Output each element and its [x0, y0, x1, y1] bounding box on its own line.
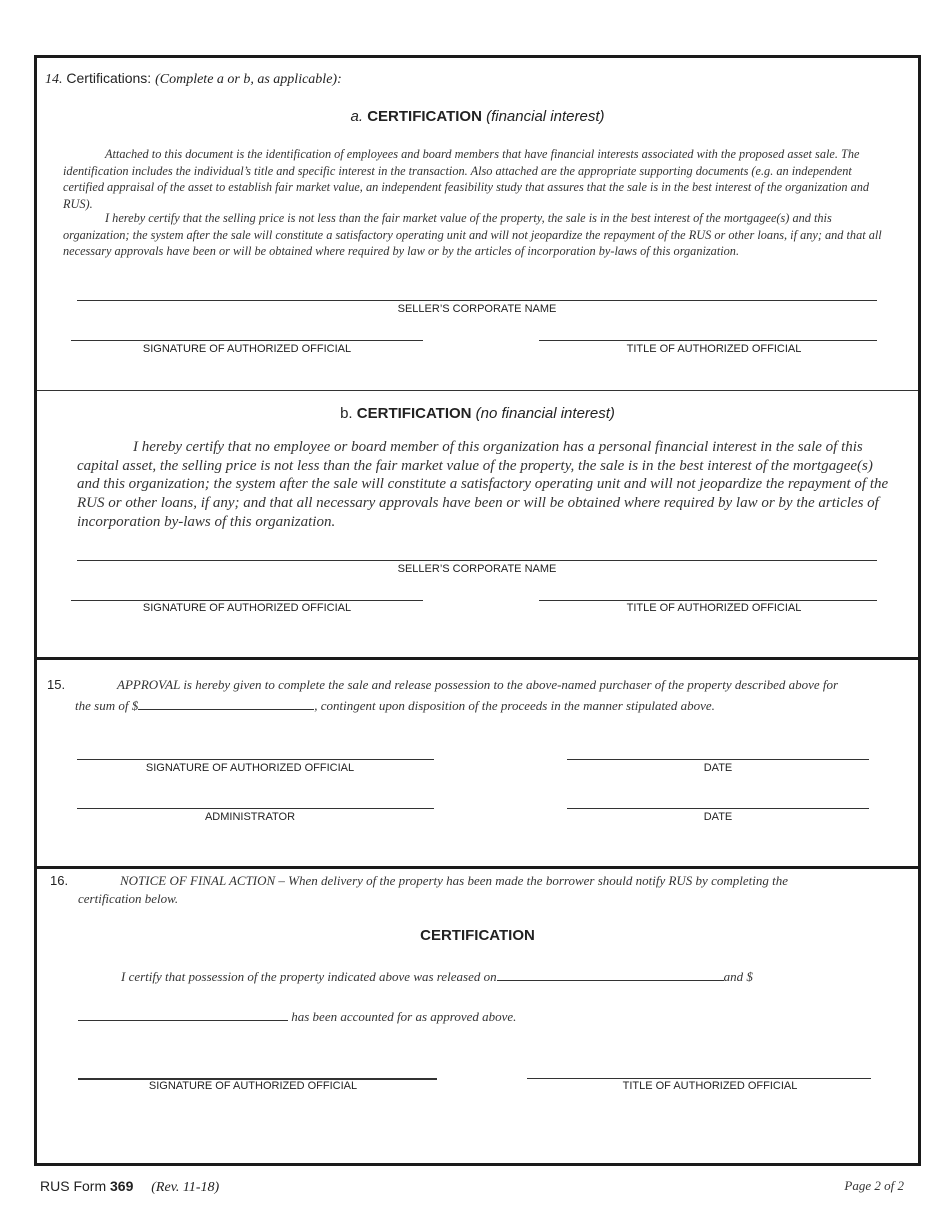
- footer-form-id: [40, 1178, 219, 1196]
- sec15-text-end: , contingent upon disposition of the proceeds in the manner stipulated above.: [314, 698, 715, 713]
- sec14-number: 14.: [45, 72, 63, 87]
- sec16-line-2-text: has been accounted for as approved above.: [291, 1009, 517, 1024]
- sec15-text-start: APPROVAL is hereby given to complete the sale and release possession to the above-named purchaser of the property described above for: [117, 677, 839, 692]
- sec16-release-date-field[interactable]: [497, 969, 724, 981]
- sec16-notice-line-2: certification below.: [78, 891, 179, 906]
- cert-a-seller-line[interactable]: [77, 300, 877, 301]
- cert-b-seller-line[interactable]: [77, 560, 877, 561]
- sec14-label: Certifications:: [66, 70, 152, 86]
- cert-b-title-label: TITLE OF AUTHORIZED OFFICIAL: [626, 602, 802, 614]
- sec16-line-2: [78, 1009, 516, 1025]
- sec15-sum-field[interactable]: [138, 698, 314, 710]
- sec15-signature-line[interactable]: [77, 759, 434, 760]
- sec16-notice-line-1: NOTICE OF FINAL ACTION – When delivery of the property has been made the borrower should notify RUS by completing the: [120, 873, 788, 888]
- sec15-administrator-line[interactable]: [77, 808, 434, 809]
- sec15-date-label-2: DATE: [703, 811, 733, 823]
- divider-a-b: [37, 390, 918, 391]
- cert-a-title-label: TITLE OF AUTHORIZED OFFICIAL: [626, 343, 802, 355]
- divider-14-15: [37, 657, 918, 660]
- sec16-certification-title: CERTIFICATION: [420, 927, 535, 944]
- sec16-title-label: TITLE OF AUTHORIZED OFFICIAL: [622, 1080, 798, 1092]
- sec15-date-line-1[interactable]: [567, 759, 869, 760]
- footer-page-number: Page 2 of 2: [844, 1178, 904, 1193]
- cert-a-title-line[interactable]: [539, 340, 877, 341]
- cert-a-seller-label: SELLER’S CORPORATE NAME: [397, 303, 557, 315]
- sec15-date-line-2[interactable]: [567, 808, 869, 809]
- cert-a-paragraph-1: Attached to this document is the identification of employees and board members that have financial interests associated with the proposed asset sale. The identification includes the individual’s title and specific interest in the transaction. Also attached are the appropriate supporting documents (e.g. an independent certified appraisal of the asset to establish fair market value, an independent feasibility study that assures that the sale is in the best interest of the organization and RUS).: [63, 147, 870, 211]
- cert-a-signature-label: SIGNATURE OF AUTHORIZED OFFICIAL: [142, 343, 352, 355]
- sec15-number: 15.: [47, 677, 66, 692]
- sec14-instruction: (Complete a or b, as applicable):: [155, 72, 342, 87]
- divider-15-16: [37, 866, 918, 869]
- cert-b-signature-label: SIGNATURE OF AUTHORIZED OFFICIAL: [142, 602, 352, 614]
- cert-b-subtitle: (no financial interest): [475, 405, 615, 422]
- sec16-line-1-start: I certify that possession of the property indicated above was released on: [121, 969, 497, 984]
- sec16-line-1: [121, 969, 753, 985]
- sec16-number: 16.: [50, 873, 69, 888]
- footer-revision: (Rev. 11-18): [151, 1180, 220, 1195]
- sec16-line-1-end: and $: [723, 969, 753, 984]
- sec15-sum-label: the sum of $: [75, 698, 139, 713]
- sec16-signature-label: SIGNATURE OF AUTHORIZED OFFICIAL: [148, 1080, 358, 1092]
- cert-b-seller-label: SELLER’S CORPORATE NAME: [397, 563, 557, 575]
- sec16-title-line[interactable]: [527, 1078, 871, 1079]
- cert-a-subtitle: (financial interest): [486, 108, 605, 125]
- cert-a-signature-line[interactable]: [71, 340, 423, 341]
- sec15-date-label-1: DATE: [703, 762, 733, 774]
- cert-b-heading: [37, 405, 918, 422]
- form-frame: [34, 55, 921, 1166]
- sec14-heading: [45, 70, 342, 88]
- cert-b-title-line[interactable]: [539, 600, 877, 601]
- sec15-administrator-label: ADMINISTRATOR: [204, 811, 296, 823]
- footer-form-number: 369: [110, 1178, 134, 1194]
- sec15-signature-label: SIGNATURE OF AUTHORIZED OFFICIAL: [145, 762, 355, 774]
- cert-b-paragraph: I hereby certify that no employee or board member of this organization has a personal financial interest in the sale of this capital asset, the selling price is not less than the fair market value of the property, the sale is in the best interest of the mortgagee(s) and this organization; the system after the sale will constitute a satisfactory operating unit and will not jeopardize the repayment of the RUS or other loans, if any; and that all necessary approvals have been or will be obtained where required by law or by the articles of incorporation by-laws of this organization.: [77, 439, 889, 530]
- footer-form-prefix: RUS Form: [40, 1178, 107, 1194]
- cert-a-prefix: a.: [350, 108, 364, 125]
- sec16-amount-field[interactable]: [78, 1009, 288, 1021]
- cert-b-prefix: b.: [340, 405, 353, 422]
- cert-a-title: CERTIFICATION: [367, 108, 482, 125]
- cert-b-signature-line[interactable]: [71, 600, 423, 601]
- cert-b-title: CERTIFICATION: [356, 405, 472, 422]
- sec15-sum-row: [75, 698, 715, 714]
- cert-a-heading: [37, 108, 918, 125]
- cert-a-paragraph-2: I hereby certify that the selling price is not less than the fair market value of the property, the sale is in the best interest of the mortgagee(s) and this organization; the system after the sale will constitute a satisfactory operating unit and will not jeopardize the repayment of the RUS or other loans, if any; and that all necessary approvals have been or will be obtained where required by law or by the articles of incorporation by-laws of this organization.: [63, 211, 882, 258]
